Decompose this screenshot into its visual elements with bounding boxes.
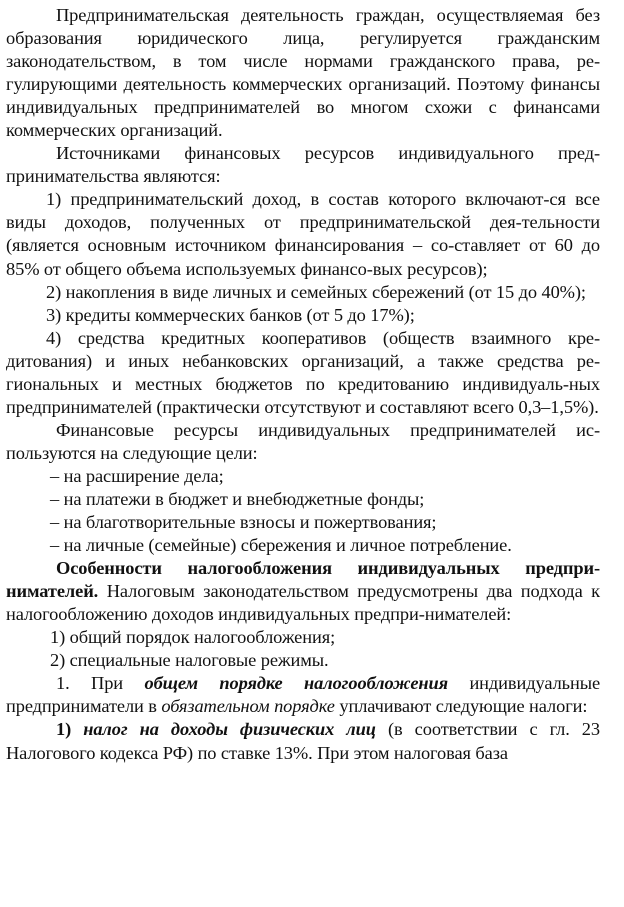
tax-mode-2: 2) специальные налоговые режимы. — [50, 650, 329, 671]
income-tax-term: налог на доходы физических лиц — [83, 719, 376, 740]
general-prefix: 1. При — [56, 673, 145, 694]
goal-item-1: – на расширение дела; — [50, 465, 224, 486]
paragraph-tax-features — [6, 557, 600, 626]
mandatory-term: обязательном порядке — [161, 696, 335, 717]
goal-item-4: – на личные (семейные) сбережения и личное потребление. — [50, 535, 512, 556]
goal-item-3: – на благотворительные взносы и пожертвования; — [50, 512, 437, 533]
paragraph-uses-heading: Финансовые ресурсы индивидуальных предпринимателей ис-пользуются на следующие цели: — [6, 419, 600, 463]
tax-features-heading: Особенности налогообложения индивидуальных предпри-нимателей. — [6, 558, 600, 602]
paragraph-sources-heading: Источниками финансовых ресурсов индивидуального пред-принимательства являются: — [6, 143, 600, 187]
income-tax-rest: (в соответствии с гл. 23 Налогового кодекса РФ) по ставке 13%. При этом налоговая база — [6, 719, 600, 763]
tax-features-intro: Налоговым законодательством предусмотрены два подхода к налогообложению доходов индивидуальных предпри-нимателей: — [6, 581, 600, 625]
source-item-1: 1) предпринимательский доход, в состав которого включают-ся все виды доходов, полученных от предпринимательской дея-тельности (является основным источником финансирования – со-ставляет от 60 до 85% от общего объема используемых финансо-вых ресурсов); — [6, 189, 600, 279]
tax-mode-1: 1) общий порядок налогообложения; — [50, 627, 336, 648]
general-middle: индивидуальные предприниматели в — [6, 673, 601, 717]
source-item-3: 3) кредиты коммерческих банков (от 5 до 17%); — [46, 304, 415, 325]
paragraph-income-tax — [6, 718, 600, 764]
goal-item-2: – на платежи в бюджет и внебюджетные фонды; — [50, 488, 425, 509]
source-item-2: 2) накопления в виде личных и семейных сбережений (от 15 до 40%); — [46, 281, 586, 302]
income-tax-number: 1) — [56, 719, 84, 740]
paragraph-intro: Предпринимательская деятельность граждан, осуществляемая без образования юридического лица, регулируется гражданским законодательством, в том числе нормами гражданского права, ре-гулирующими деятельность коммерческих организаций. Поэтому финансы индивидуальных предпринимателей во многом схожи с финансами коммерческих организаций. — [6, 5, 600, 141]
general-regime-term: общем порядке налогообложения — [144, 673, 449, 694]
source-item-4: 4) средства кредитных кооперативов (обществ взаимного кре-дитования) и иных небанковских организаций, а также средства ре-гиональных и местных бюджетов по кредитованию индивидуаль-ных предпринимателей (практически отсутствуют и составляют всего 0,3–1,5%). — [6, 327, 600, 417]
general-suffix: уплачивают следующие налоги: — [334, 696, 588, 717]
paragraph-general-regime — [6, 672, 600, 718]
document-page — [6, 4, 600, 765]
